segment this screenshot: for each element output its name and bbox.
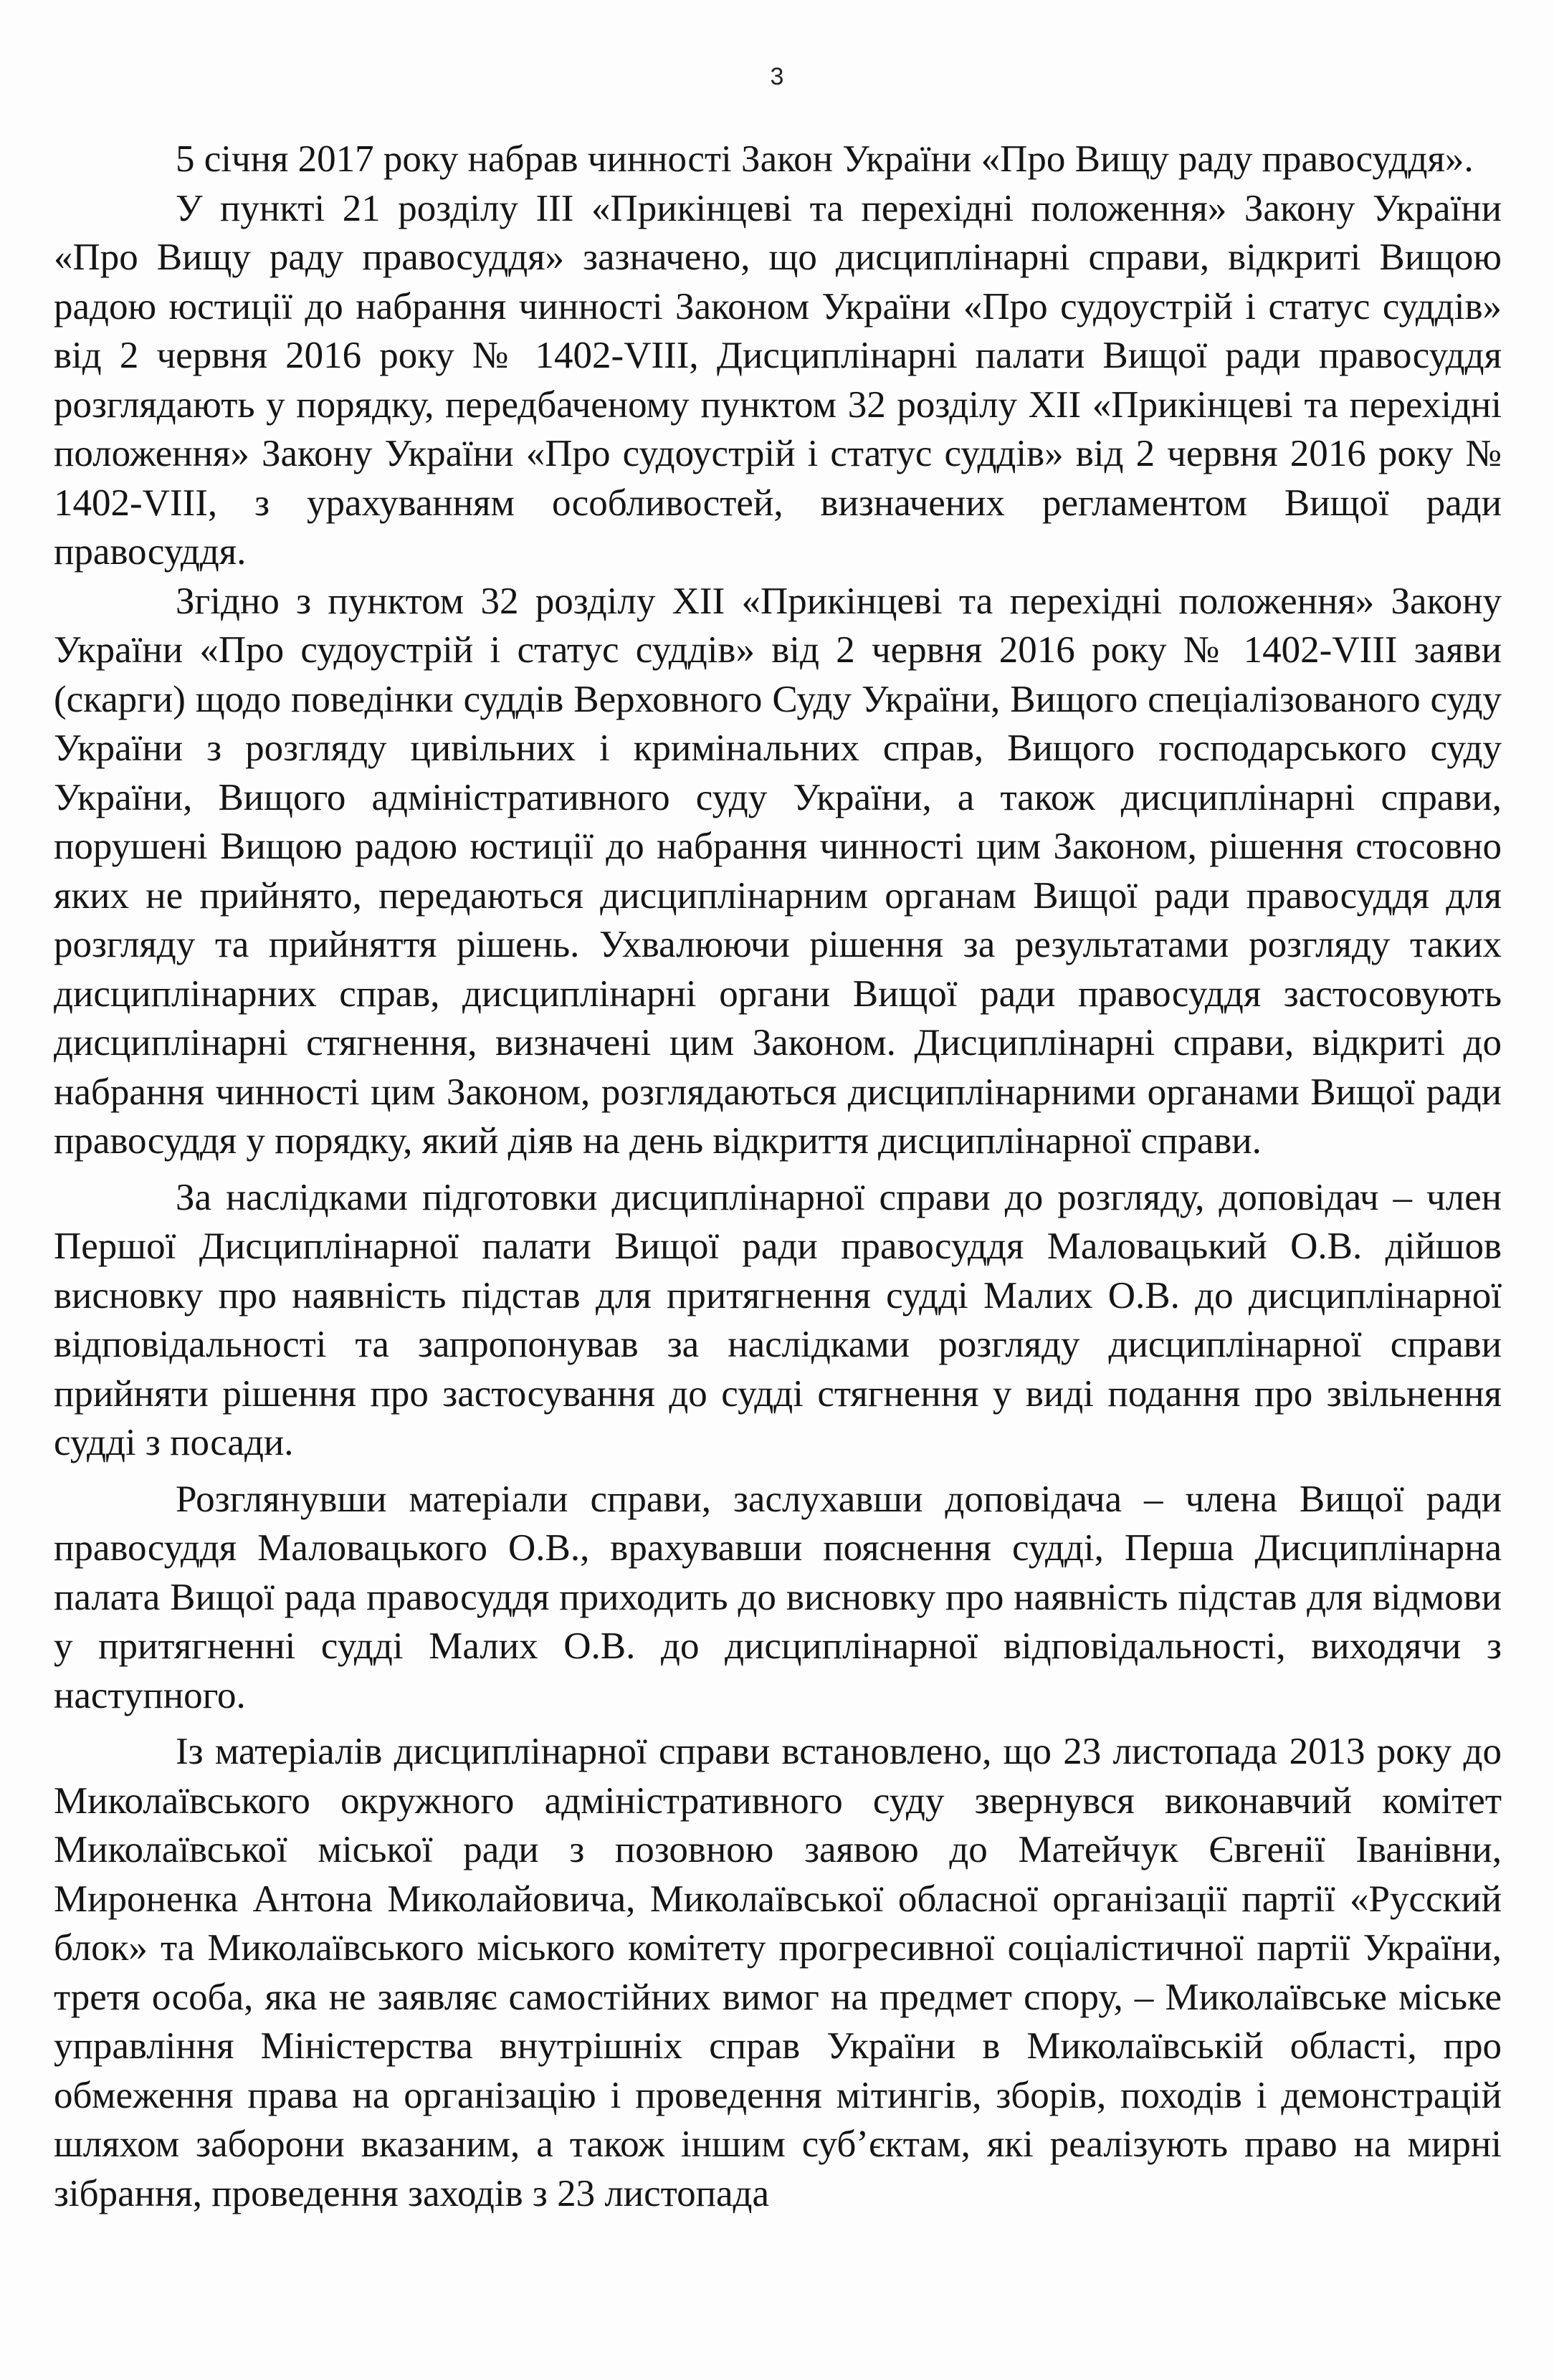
paragraph-chamber-decision: Розглянувши матеріали справи, заслухавши доповідача – члена Вищої ради правосуддя Маловацького О.В., врахувавши пояснення судді, Перша Дисциплінарна палата Вищої рада правосуддя приходить до висновку про наявність підстав для відмови у притягненні судді Малих О.В. до дисциплінарної відповідальності, виходячи з наступного. [54,1478,1502,1716]
paragraph-law-effective: 5 січня 2017 року набрав чинності Закон України «Про Вищу раду правосуддя». [176,138,1474,180]
paragraph-rapporteur-conclusion: За наслідками підготовки дисциплінарної справи до розгляду, доповідач – член Першої Дисциплінарної палати Вищої ради правосуддя Маловацький О.В. дійшов висновку про наявність підстав для притягнення судді Малих О.В. до дисциплінарної відповідальності та запропонував за наслідками розгляду дисциплінарної справи прийняти рішення про застосування до судді стягнення у виді подання про звільнення судді з посади. [54,1176,1502,1463]
document-body [54,135,1502,2218]
paragraph-case-materials: Із матеріалів дисциплінарної справи встановлено, що 23 листопада 2013 року до Миколаївського окружного адміністративного суду звернувся виконавчий комітет Миколаївської міської ради з позовною заявою до Матейчук Євгенії Іванівни, Мироненка Антона Миколайовича, Миколаївської обласної організації партії «Русский блок» та Миколаївського міського комітету прогресивної соціалістичної партії України, третя особа, яка не заявляє самостійних вимог на предмет спору, – Миколаївське міське управління Міністерства внутрішніх справ України в Миколаївській області, про обмеження права на організацію і проведення мітингів, зборів, походів і демонстрацій шляхом заборони вказаним, а також іншим суб’єктам, які реалізують право на мирні зібрання, проведення заходів з 23 листопада [54,1731,1502,2214]
paragraph-point-21: У пункті 21 розділу III «Прикінцеві та перехідні положення» Закону України «Про Вищу раду правосуддя» зазначено, що дисциплінарні справи, відкриті Вищою радою юстиції до набрання чинності Законом України «Про судоустрій і статус суддів» від 2 червня 2016 року № 1402-VIII, Дисциплінарні палати Вищої ради правосуддя розглядають у порядку, передбаченому пунктом 32 розділу XII «Прикінцеві та перехідні положення» Закону України «Про судоустрій і статус суддів» від 2 червня 2016 року № 1402-VIII, з урахуванням особливостей, визначених регламентом Вищої ради правосуддя. [54,187,1502,573]
paragraph-point-32: Згідно з пунктом 32 розділу XII «Прикінцеві та перехідні положення» Закону України «Про судоустрій і статус суддів» від 2 червня 2016 року № 1402-VIII заяви (скарги) щодо поведінки суддів Верховного Суду України, Вищого спеціалізованого суду України з розгляду цивільних і кримінальних справ, Вищого господарського суду України, Вищого адміністративного суду України, а також дисциплінарні справи, порушені Вищою радою юстиції до набрання чинності цим Законом, рішення стосовно яких не прийнято, передаються дисциплінарним органам Вищої ради правосуддя для розгляду та прийняття рішень. Ухвалюючи рішення за результатами розгляду таких дисциплінарних справ, дисциплінарні органи Вищої ради правосуддя застосовують дисциплінарні стягнення, визначені цим Законом. Дисциплінарні справи, відкриті до набрання чинності цим Законом, розглядаються дисциплінарними органами Вищої ради правосуддя у порядку, який діяв на день відкриття дисциплінарної справи. [54,580,1502,1162]
page-number: 3 [770,63,784,90]
